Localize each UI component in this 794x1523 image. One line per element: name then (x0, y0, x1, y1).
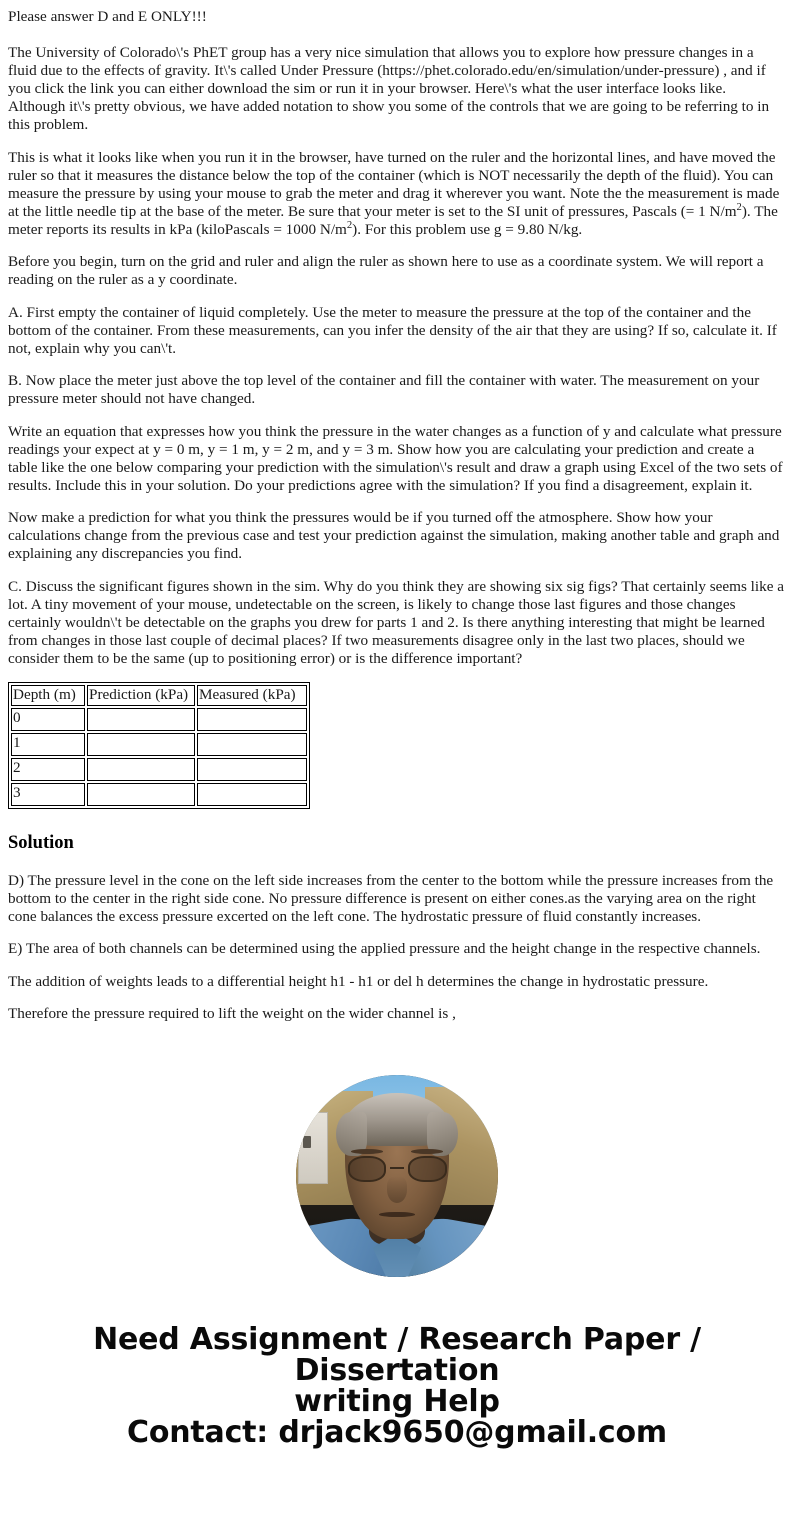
superscript-squared-1: 2 (736, 201, 742, 213)
cell-prediction[interactable] (87, 758, 195, 781)
photo-eyeglass-bridge (390, 1167, 404, 1169)
cell-measured[interactable] (197, 708, 307, 731)
photo-eyeglass-lens-left (348, 1156, 386, 1182)
avatar-container (8, 1075, 786, 1277)
paragraph-part-a: A. First empty the container of liquid completely. Use the meter to measure the pressure at the top of the container and the bottom of the container. From these measurements, can you infer the density of the air that they are using? If so, calculate it. If not, explain why you can\'t. (8, 303, 777, 357)
solution-heading: Solution (8, 833, 74, 854)
column-header-depth: Depth (m) (11, 685, 85, 706)
cell-depth: 0 (11, 708, 85, 731)
paragraph-solution-conclusion: Therefore the pressure required to lift the weight on the wider channel is , (8, 1005, 456, 1023)
promo-line-3: Contact: drjack9650@gmail.com (127, 1414, 667, 1450)
paragraph-solution-part-e: E) The area of both channels can be determined using the applied pressure and the height change in the respective channels. (8, 940, 761, 958)
table-row (11, 708, 307, 731)
paragraph-phet-intro: The University of Colorado\'s PhET group has a very nice simulation that allows you to explore how pressure changes in a fluid due to the effects of gravity. It\'s called Under Pressure (https://phet.colorado.edu/en/simulation/under-pressure) , and if you click the link you can either download the sim or run it in your browser. Here\'s what the user interface looks like. Although it\'s pretty obvious, we have added notation to show you some of the controls that we are going to be referring to in this problem. (8, 44, 770, 134)
cell-measured[interactable] (197, 783, 307, 806)
cell-measured[interactable] (197, 733, 307, 756)
para-seg-b: ). The meter reports its results in kPa (kiloPascals = 1000 N/m (8, 202, 778, 238)
paragraph-solution-part-d: D) The pressure level in the cone on the left side increases from the center to the bottom while the pressure increases from the bottom to the center in the right side cone. No pressure difference is present on either cones.as the varying area on the right cone balances the excess pressure excerted on the left cone. The hydrostatic pressure of fluid constantly increases. (8, 871, 774, 925)
avatar (296, 1075, 498, 1277)
photo-background-switch (303, 1136, 311, 1148)
cell-depth: 3 (11, 783, 85, 806)
paragraph-coordinate-system: Before you begin, turn on the grid and ruler and align the ruler as shown here to use as a coordinate system. We will report a reading on the ruler as a y coordinate. (8, 253, 764, 289)
superscript-squared-2: 2 (346, 219, 353, 231)
cell-measured[interactable] (197, 758, 307, 781)
paragraph-atmosphere-prediction: Now make a prediction for what you think the pressures would be if you turned off the atmosphere. Show how your calculations change from the previous case and test your prediction against the simulation, making another table and graph and explaining any discrepancies you find. (8, 509, 780, 563)
cell-prediction[interactable] (87, 783, 195, 806)
table-head (11, 685, 307, 706)
cell-prediction[interactable] (87, 708, 195, 731)
para-seg-a: This is what it looks like when you run it in the browser, have turned on the ruler and the horizontal lines, and have moved the ruler so that it measures the distance below the top of the container (which is NOT necessarily the depth of the fluid). You can measure the pressure by using your mouse to grab the meter and drag it wherever you want. Note the the measurement is made at the little needle tip at the base of the meter. Be sure that your meter is set to the SI unit of pressures, Pascals (= 1 N/m (8, 148, 780, 220)
cell-prediction[interactable] (87, 733, 195, 756)
cell-depth: 1 (11, 733, 85, 756)
photo-mouth (379, 1212, 415, 1217)
paragraph-part-c: C. Discuss the significant figures shown in the sim. Why do you think they are showing six sig figs? That certainly seems like a lot. A tiny movement of your mouse, undetectable on the screen, is likely to change those last figures and those changes certainly wouldn\'t be detectable on the graphs you drew for parts 1 and 2. Is there anything interesting that might be learned from changes in those last couple of decimal places? If two measurements disagree only in the last two places, should we consider them to be the same (up to positioning error) or is the difference important? (8, 577, 784, 667)
para-seg-c: ). For this problem use g = 9.80 N/kg. (352, 220, 583, 238)
promo-line-1: Need Assignment / Research Paper / Dissertation (93, 1322, 701, 1389)
column-header-measured: Measured (kPa) (197, 685, 307, 706)
pressure-prediction-table (8, 682, 310, 809)
table-row (11, 783, 307, 806)
paragraph-solution-weights: The addition of weights leads to a differential height h1 - h1 or del h determines the change in hydrostatic pressure. (8, 972, 709, 990)
photo-eyebrow-right (411, 1149, 443, 1154)
photo-eyebrow-left (351, 1149, 383, 1154)
photo-eyeglass-lens-right (408, 1156, 446, 1182)
paragraph-simulation-description (8, 149, 786, 239)
table-header-row (11, 685, 307, 706)
table-row (11, 758, 307, 781)
photo-nose (387, 1176, 407, 1202)
intro-note: Please answer D and E ONLY!!! (8, 8, 207, 25)
promo-line-2: writing Help (294, 1384, 500, 1420)
table-row (11, 733, 307, 756)
promo-footer (8, 1322, 786, 1463)
paragraph-part-b: B. Now place the meter just above the top level of the container and fill the container with water. The measurement on your pressure meter should not have changed. (8, 372, 760, 408)
paragraph-write-equation: Write an equation that expresses how you think the pressure in the water changes as a function of y and calculate what pressure readings your expect at y = 0 m, y = 1 m, y = 2 m, and y = 3 m. Show how you are calculating your prediction and create a table like the one below comparing your prediction with the simulation\'s result and draw a graph using Excel of the two sets of results. Include this in your solution. Do your predictions agree with the simulation? If you find a disagreement, explain it. (8, 422, 783, 494)
cell-depth: 2 (11, 758, 85, 781)
column-header-prediction: Prediction (kPa) (87, 685, 195, 706)
photo-background-panel (298, 1112, 328, 1185)
table-body (11, 708, 307, 806)
